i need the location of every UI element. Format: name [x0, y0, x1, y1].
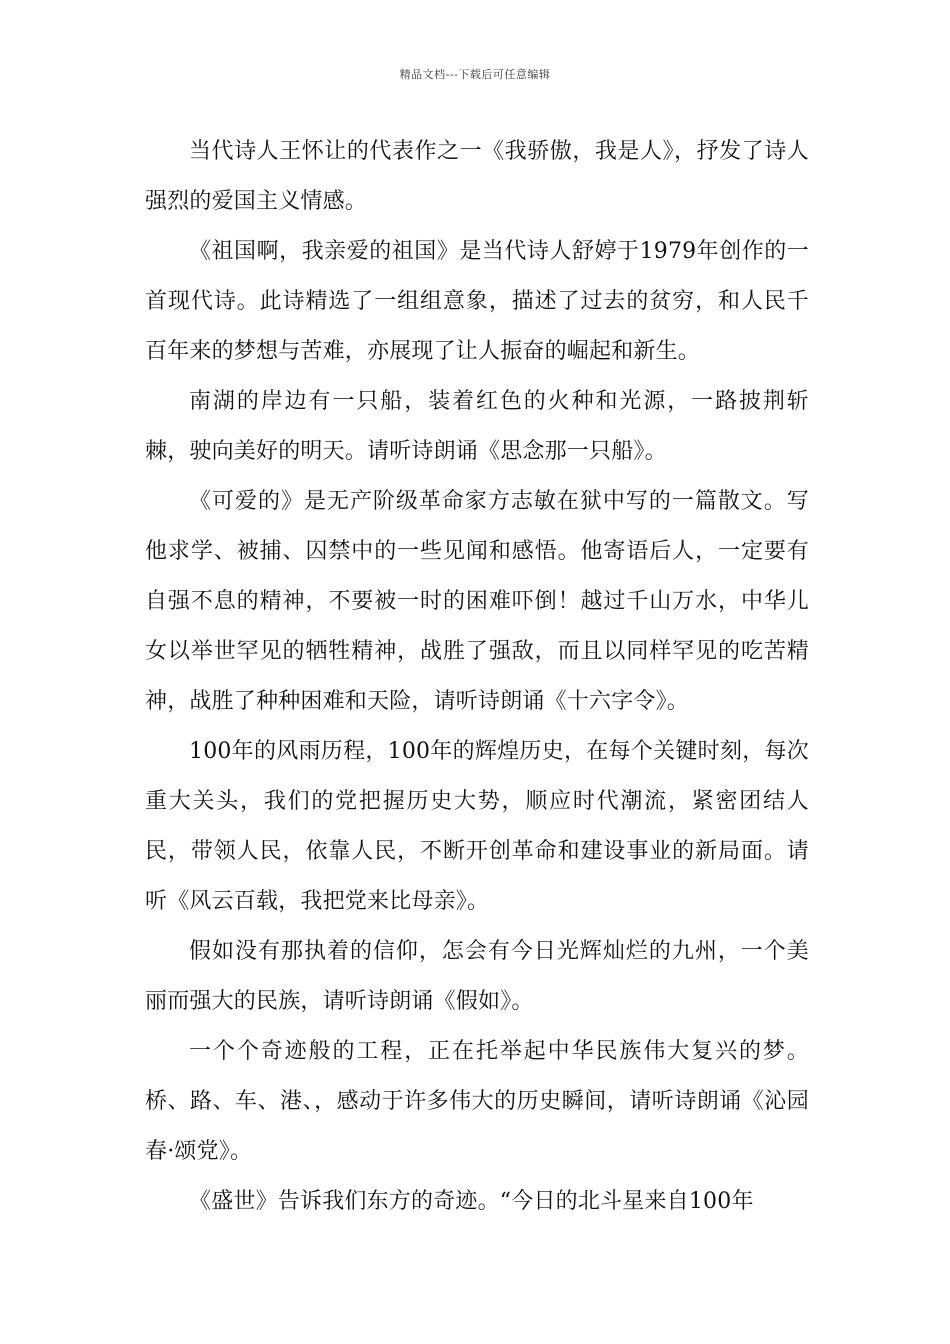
paragraph-3: 南湖的岸边有一只船，装着红色的火种和光源，一路披荆斩棘，驶向美好的明天。请听诗朗诵《思念那一只船》。 — [145, 389, 809, 464]
page-header: 精品文档---下载后可任意编辑 — [399, 68, 551, 81]
paragraph-1: 当代诗人王怀让的代表作之一《我骄傲，我是人》，抒发了诗人强烈的爱国主义情感。 — [145, 139, 809, 214]
paragraph-6: 假如没有那执着的信仰，怎会有今日光辉灿烂的九州，一个美丽而强大的民族，请听诗朗诵《假如》。 — [145, 939, 809, 1014]
paragraph-2: 《祖国啊，我亲爱的祖国》是当代诗人舒婷于1979年创作的一首现代诗。此诗精选了一组组意象，描述了过去的贫穷，和人民千百年来的梦想与苦难，亦展现了让人振奋的崛起和新生。 — [145, 239, 809, 364]
paragraph-8: 《盛世》告诉我们东方的奇迹。“今日的北斗星来自100年 — [189, 1189, 754, 1214]
document-body — [145, 127, 809, 1227]
paragraph-4: 《可爱的》是无产阶级革命家方志敏在狱中写的一篇散文。写他求学、被捕、囚禁中的一些见闻和感悟。他寄语后人，一定要有自强不息的精神，不要被一时的困难吓倒！越过千山万水，中华儿女以举世罕见的牺牲精神，战胜了强敌，而且以同样罕见的吃苦精神，战胜了种种困难和天险，请听诗朗诵《十六字令》。 — [145, 489, 809, 714]
paragraph-5: 100年的风雨历程，100年的辉煌历史，在每个关键时刻，每次重大关头，我们的党把握历史大势，顺应时代潮流，紧密团结人民，带领人民，依靠人民，不断开创革命和建设事业的新局面。请听《风云百载，我把党来比母亲》。 — [145, 739, 809, 914]
paragraph-7: 一个个奇迹般的工程，正在托举起中华民族伟大复兴的梦。桥、路、车、港、，感动于许多伟大的历史瞬间，请听诗朗诵《沁园春·颂党》。 — [145, 1039, 809, 1164]
